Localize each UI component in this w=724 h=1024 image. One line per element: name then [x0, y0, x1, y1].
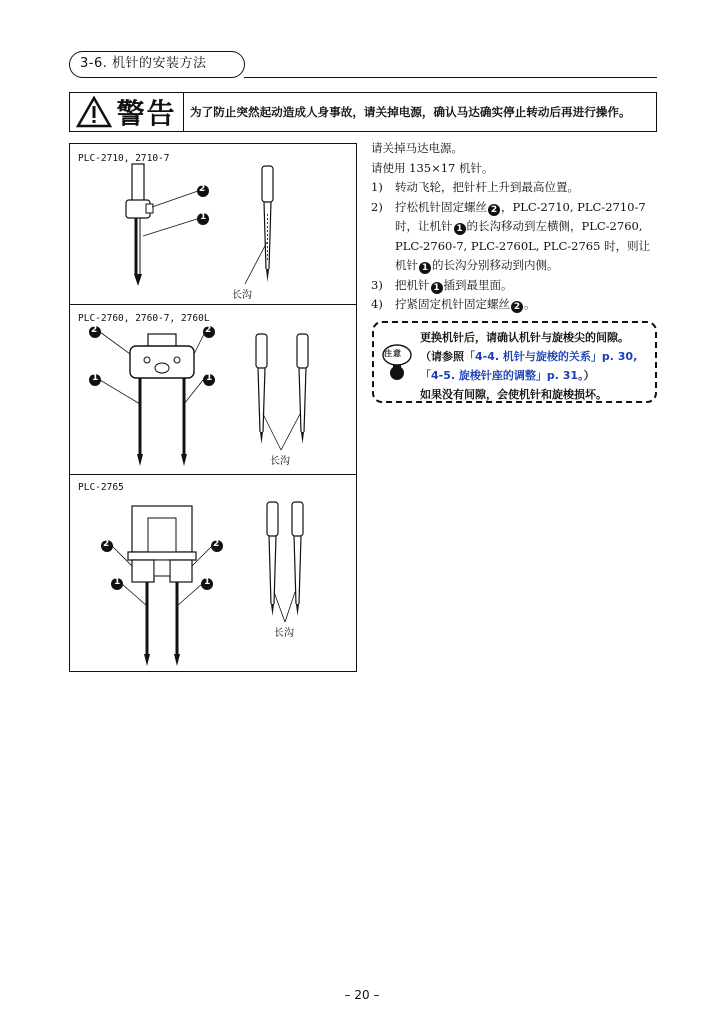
step-2	[371, 198, 661, 276]
step-4	[371, 295, 661, 315]
step-1-text: 转动飞轮，把针杆上升到最高位置。	[395, 180, 579, 194]
marker-1: 1	[419, 262, 431, 274]
page-number: – 20 –	[344, 988, 380, 1002]
caution-icon-label: 注意	[384, 349, 402, 358]
caution-line-2: （请参照「4-4. 机针与旋梭的关系」p. 30,	[420, 350, 638, 363]
step-2-text: 拧松机针固定螺丝 2 ，PLC-2710, PLC-2710-7 时，让机针 1 的长沟移动到左横侧，PLC-2760, PLC-2760-7, PLC-2760L, PLC-2765 时，则让机针 1 的长沟分别移动到内侧。	[395, 199, 651, 273]
panel3-callout-1-left: 1	[114, 577, 121, 587]
panel1-drawing	[70, 144, 356, 304]
caution-box	[372, 321, 657, 403]
panel2-callout-1-right: 1	[206, 373, 213, 383]
step-3-number: 3)	[371, 277, 383, 292]
warning-text: 为了防止突然起动造成人身事故，请关掉电源，确认马达确实停止转动后再进行操作。	[190, 105, 631, 119]
panel3-drawing	[70, 474, 356, 672]
panel3-callout-2-right: 2	[213, 539, 220, 549]
warning-box	[69, 92, 657, 132]
panel2-callout-2-right: 2	[205, 325, 212, 335]
caution-line-4: 如果没有间隙，会使机针和旋梭损坏。	[420, 388, 607, 401]
marker-2: 2	[511, 301, 523, 313]
section-title: 3-6. 机针的安装方法	[69, 51, 245, 78]
title-rule	[244, 77, 657, 78]
panel2-callout-2-left: 2	[91, 325, 98, 335]
warning-triangle-icon	[76, 96, 112, 128]
panel2-drawing	[70, 304, 356, 474]
caution-line-3: 「4-5. 旋梭针座的调整」p. 31。）	[420, 369, 595, 382]
panel2-groove-label: 长沟	[270, 456, 290, 467]
panel3-callout-2-left: 2	[103, 539, 110, 549]
warning-label: 警告	[116, 97, 177, 130]
marker-2: 2	[488, 204, 500, 216]
panel1-label: PLC-2710, 2710-7	[78, 153, 170, 164]
instruction-list	[371, 139, 661, 315]
step-4-number: 4)	[371, 297, 383, 311]
marker-1: 1	[431, 282, 443, 294]
step-3-text: 把机针 1 插到最里面。	[395, 277, 513, 293]
panel1-callout-2: 2	[199, 184, 206, 194]
panel1-groove-label: 长沟	[232, 290, 252, 301]
intro-line-1: 请关掉马达电源。	[371, 141, 463, 155]
marker-1: 1	[454, 223, 466, 235]
figure-box	[69, 143, 357, 672]
caution-link-4-5[interactable]: 「4-5. 旋梭针座的调整」p. 31。	[420, 369, 584, 382]
step-1	[371, 178, 661, 198]
warning-header	[70, 93, 184, 131]
step-2-number: 2)	[371, 199, 383, 214]
panel3-groove-label: 长沟	[274, 628, 294, 639]
panel2-label: PLC-2760, 2760-7, 2760L	[78, 313, 210, 324]
panel1-callout-1: 1	[200, 212, 207, 222]
caution-link-4-4[interactable]: 「4-4. 机针与旋梭的关系」p. 30,	[464, 350, 638, 363]
intro-line-2: 请使用 135×17 机针。	[371, 160, 494, 175]
caution-text	[420, 328, 637, 404]
panel3-callout-1-right: 1	[204, 577, 211, 587]
caution-line-1: 更换机针后，请确认机针与旋梭尖的间隙。	[420, 331, 629, 344]
step-3	[371, 276, 661, 296]
step-1-number: 1)	[371, 180, 383, 194]
step-4-text: 拧紧固定机针固定螺丝 2 。	[395, 297, 536, 312]
panel2-callout-1-left: 1	[92, 373, 99, 383]
panel3-label: PLC-2765	[78, 482, 124, 493]
